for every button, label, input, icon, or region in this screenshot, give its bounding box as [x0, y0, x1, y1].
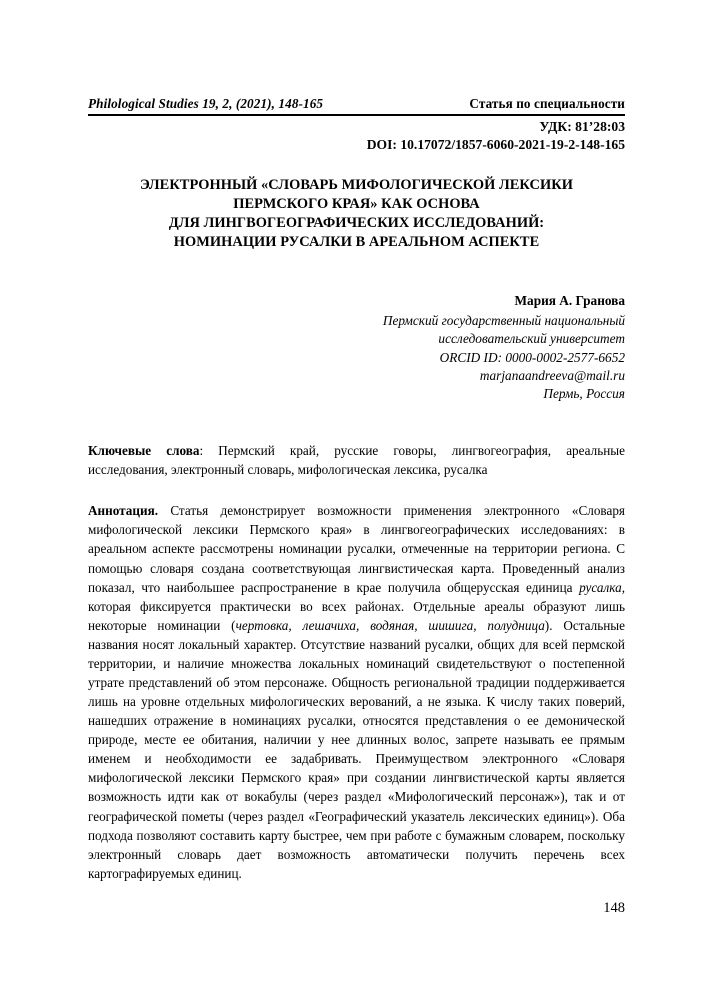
article-type-label: Статья по специальности	[469, 96, 625, 111]
document-page	[88, 0, 625, 1007]
identifiers-block	[88, 118, 625, 154]
keywords-label: Ключевые слова	[88, 442, 200, 458]
abstract-text-part-2: , которая фиксируется практически во всех районах. Отдельные ареалы образуют лишь некоторые номинации (	[88, 579, 625, 633]
author-email: marjanaandreeva@mail.ru	[479, 368, 625, 384]
keywords-section	[88, 442, 625, 479]
title-line-3: ДЛЯ ЛИНГВОГЕОГРАФИЧЕСКИХ ИССЛЕДОВАНИЙ:	[168, 215, 545, 232]
title-line-2: ПЕРМСКОГО КРАЯ» КАК ОСНОВА	[233, 196, 480, 213]
doi-line: DOI: 10.17072/1857-6060-2021-19-2-148-165	[366, 137, 625, 153]
abstract-text-part-3: ). Остальные названия носят локальный характер. Отсутствие названий русалки, общих для всей пермской территории, и наличие множества локальных номинаций свидетельствуют о постепенной утрате представлений об этом персонаже. Общность региональной традиции поддерживается лишь на уровне отдельных мифологических верований, а не языка. К числу таких поверий, нашедших отражение в номинациях русалки, относятся представления о ее демонической природе, месте ее обитания, наличии у нее длинных волос, запрете называть ее прямым именем и необходимости ее задабривать. Преимуществом электронного «Словаря мифологической лексики Пермского края» при создании лингвистической карты является возможность идти как от вокабулы (через раздел «Мифологический персонаж»), так и от географической пометы (через раздел «Географический указатель лексических единиц»). Оба подхода позволяют составить карту быстрее, чем при работе с бумажным словарем, поскольку электронный словарь дает возможность автоматически получить перечень всех картографируемых единиц.	[88, 617, 625, 881]
title-line-1: ЭЛЕКТРОННЫЙ «СЛОВАРЬ МИФОЛОГИЧЕСКОЙ ЛЕКСИКИ	[140, 177, 573, 194]
affiliation-line-1: Пермский государственный национальный	[382, 313, 625, 329]
running-head	[88, 0, 625, 111]
keywords-text: Пермский край, русские говоры, лингвогеография, ареальные исследования, электронный словарь, мифологическая лексика, русалка	[88, 442, 625, 477]
journal-reference: Philological Studies 19, 2, (2021), 148-165	[88, 96, 324, 111]
author-location: Пермь, Россия	[543, 386, 625, 402]
affiliation-line-2: исследовательский университет	[438, 331, 625, 347]
abstract-section	[88, 501, 625, 883]
header-divider	[88, 114, 625, 116]
author-name: Мария А. Гранова	[514, 292, 625, 308]
page-number: 148	[603, 900, 625, 916]
abstract-italic-term-list: чертовка, лешачиха, водяная, шишига, полудница	[235, 617, 545, 633]
page-title	[88, 176, 625, 251]
abstract-italic-term-1: русалка	[579, 579, 622, 595]
author-block	[88, 292, 625, 404]
orcid-id: ORCID ID: 0000-0002-2577-6652	[439, 349, 625, 365]
abstract-label: Аннотация.	[88, 503, 159, 519]
keywords-separator: :	[199, 442, 219, 458]
abstract-text-part-1: Статья демонстрирует возможности применения электронного «Словаря мифологической лексики Пермского края» в лингвогеографических исследованиях: в ареальном аспекте рассмотрены номинации русалки, отмеченные на территории региона. С помощью словаря создана соответствующая лингвистическая карта. Проведенный анализ показал, что наибольшее распространение в крае получила общерусская единица	[88, 503, 625, 595]
title-line-4: НОМИНАЦИИ РУСАЛКИ В АРЕАЛЬНОМ АСПЕКТЕ	[173, 233, 540, 250]
udc-line: УДК: 81’28:03	[539, 119, 625, 135]
